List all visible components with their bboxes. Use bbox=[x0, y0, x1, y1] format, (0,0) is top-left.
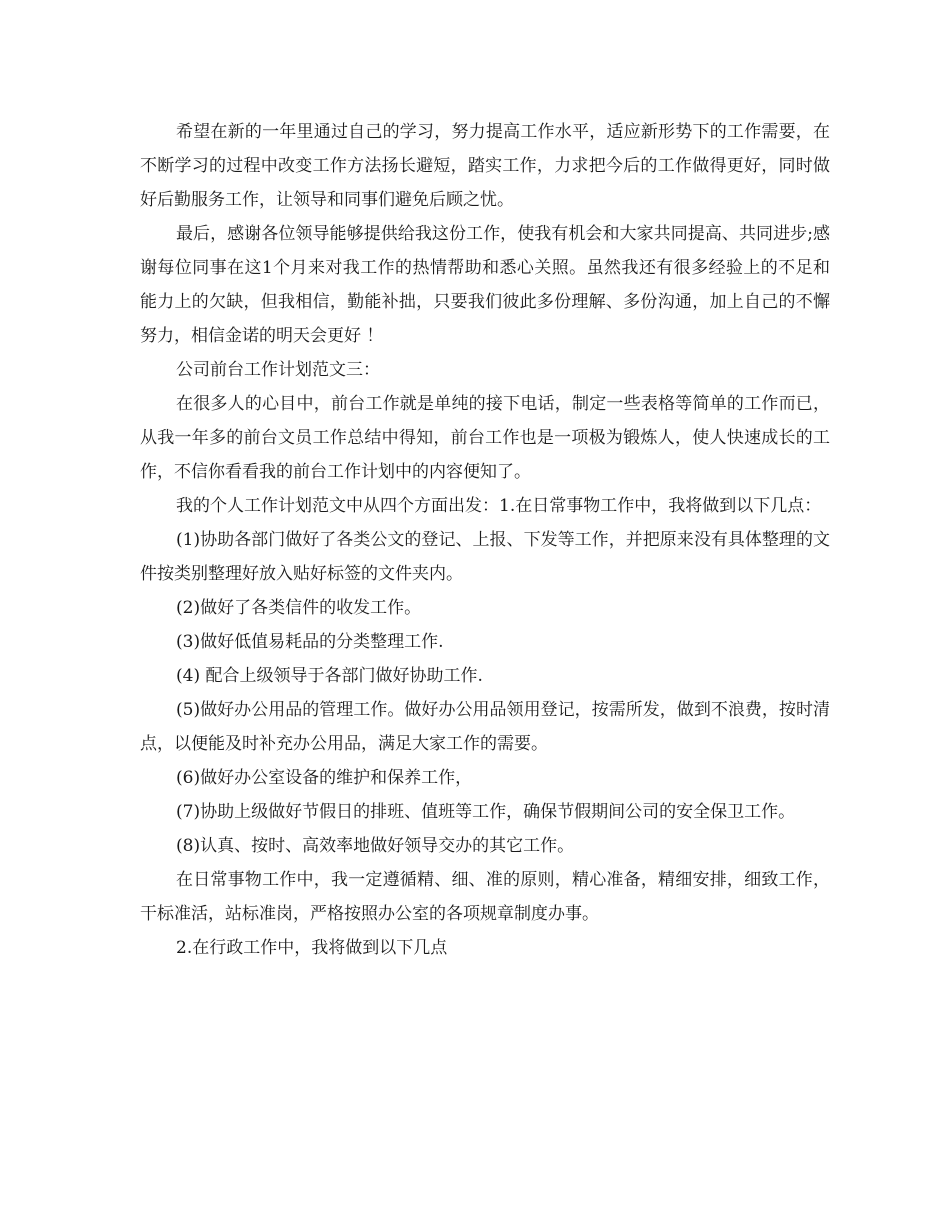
list-item: (3)做好低值易耗品的分类整理工作. bbox=[176, 632, 444, 652]
paragraph: 最后，感谢各位领导能够提供给我这份工作，使我有机会和大家共同提高、共同进步;感谢每位同事在这1个月来对我工作的热情帮助和悉心关照。虽然我还有很多经验上的不足和能力上的欠缺，但我相信，勤能补拙，只要我们彼此多份理解、多份沟通，加上自己的不懈努力，相信金诺的明天会更好 ！ bbox=[140, 224, 830, 346]
list-item: (2)做好了各类信件的收发工作。 bbox=[176, 598, 422, 618]
paragraph: 我的个人工作计划范文中从四个方面出发：1.在日常事物工作中，我将做到以下几点： bbox=[176, 496, 822, 516]
list-item: (5)做好办公用品的管理工作。做好办公用品领用登记，按需所发，做到不浪费，按时清点，以便能及时补充办公用品，满足大家工作的需要。 bbox=[140, 700, 830, 754]
list-item: (1)协助各部门做好了各类公文的登记、上报、下发等工作，并把原来没有具体整理的文件按类别整理好放入贴好标签的文件夹内。 bbox=[140, 530, 830, 584]
list-item: (4) 配合上级领导于各部门做好协助工作. bbox=[176, 666, 483, 686]
paragraph: 2.在行政工作中，我将做到以下几点 bbox=[176, 938, 448, 958]
document-body bbox=[140, 115, 830, 965]
paragraph: 希望在新的一年里通过自己的学习，努力提高工作水平，适应新形势下的工作需要，在不断学习的过程中改变工作方法扬长避短，踏实工作，力求把今后的工作做得更好，同时做好后勤服务工作，让领导和同事们避免后顾之忧。 bbox=[140, 122, 830, 210]
section-heading: 公司前台工作计划范文三： bbox=[176, 360, 380, 380]
list-item: (7)协助上级做好节假日的排班、值班等工作，确保节假期间公司的安全保卫工作。 bbox=[176, 802, 796, 822]
list-item: (6)做好办公室设备的维护和保养工作， bbox=[176, 768, 473, 788]
paragraph: 在日常事物工作中，我一定遵循精、细、准的原则，精心准备，精细安排，细致工作，干标准活，站标准岗，严格按照办公室的各项规章制度办事。 bbox=[140, 870, 830, 924]
list-item: (8)认真、按时、高效率地做好领导交办的其它工作。 bbox=[176, 836, 575, 856]
paragraph: 在很多人的心目中，前台工作就是单纯的接下电话，制定一些表格等简单的工作而已，从我一年多的前台文员工作总结中得知，前台工作也是一项极为锻炼人，使人快速成长的工作，不信你看看我的前台工作计划中的内容便知了。 bbox=[140, 394, 830, 482]
